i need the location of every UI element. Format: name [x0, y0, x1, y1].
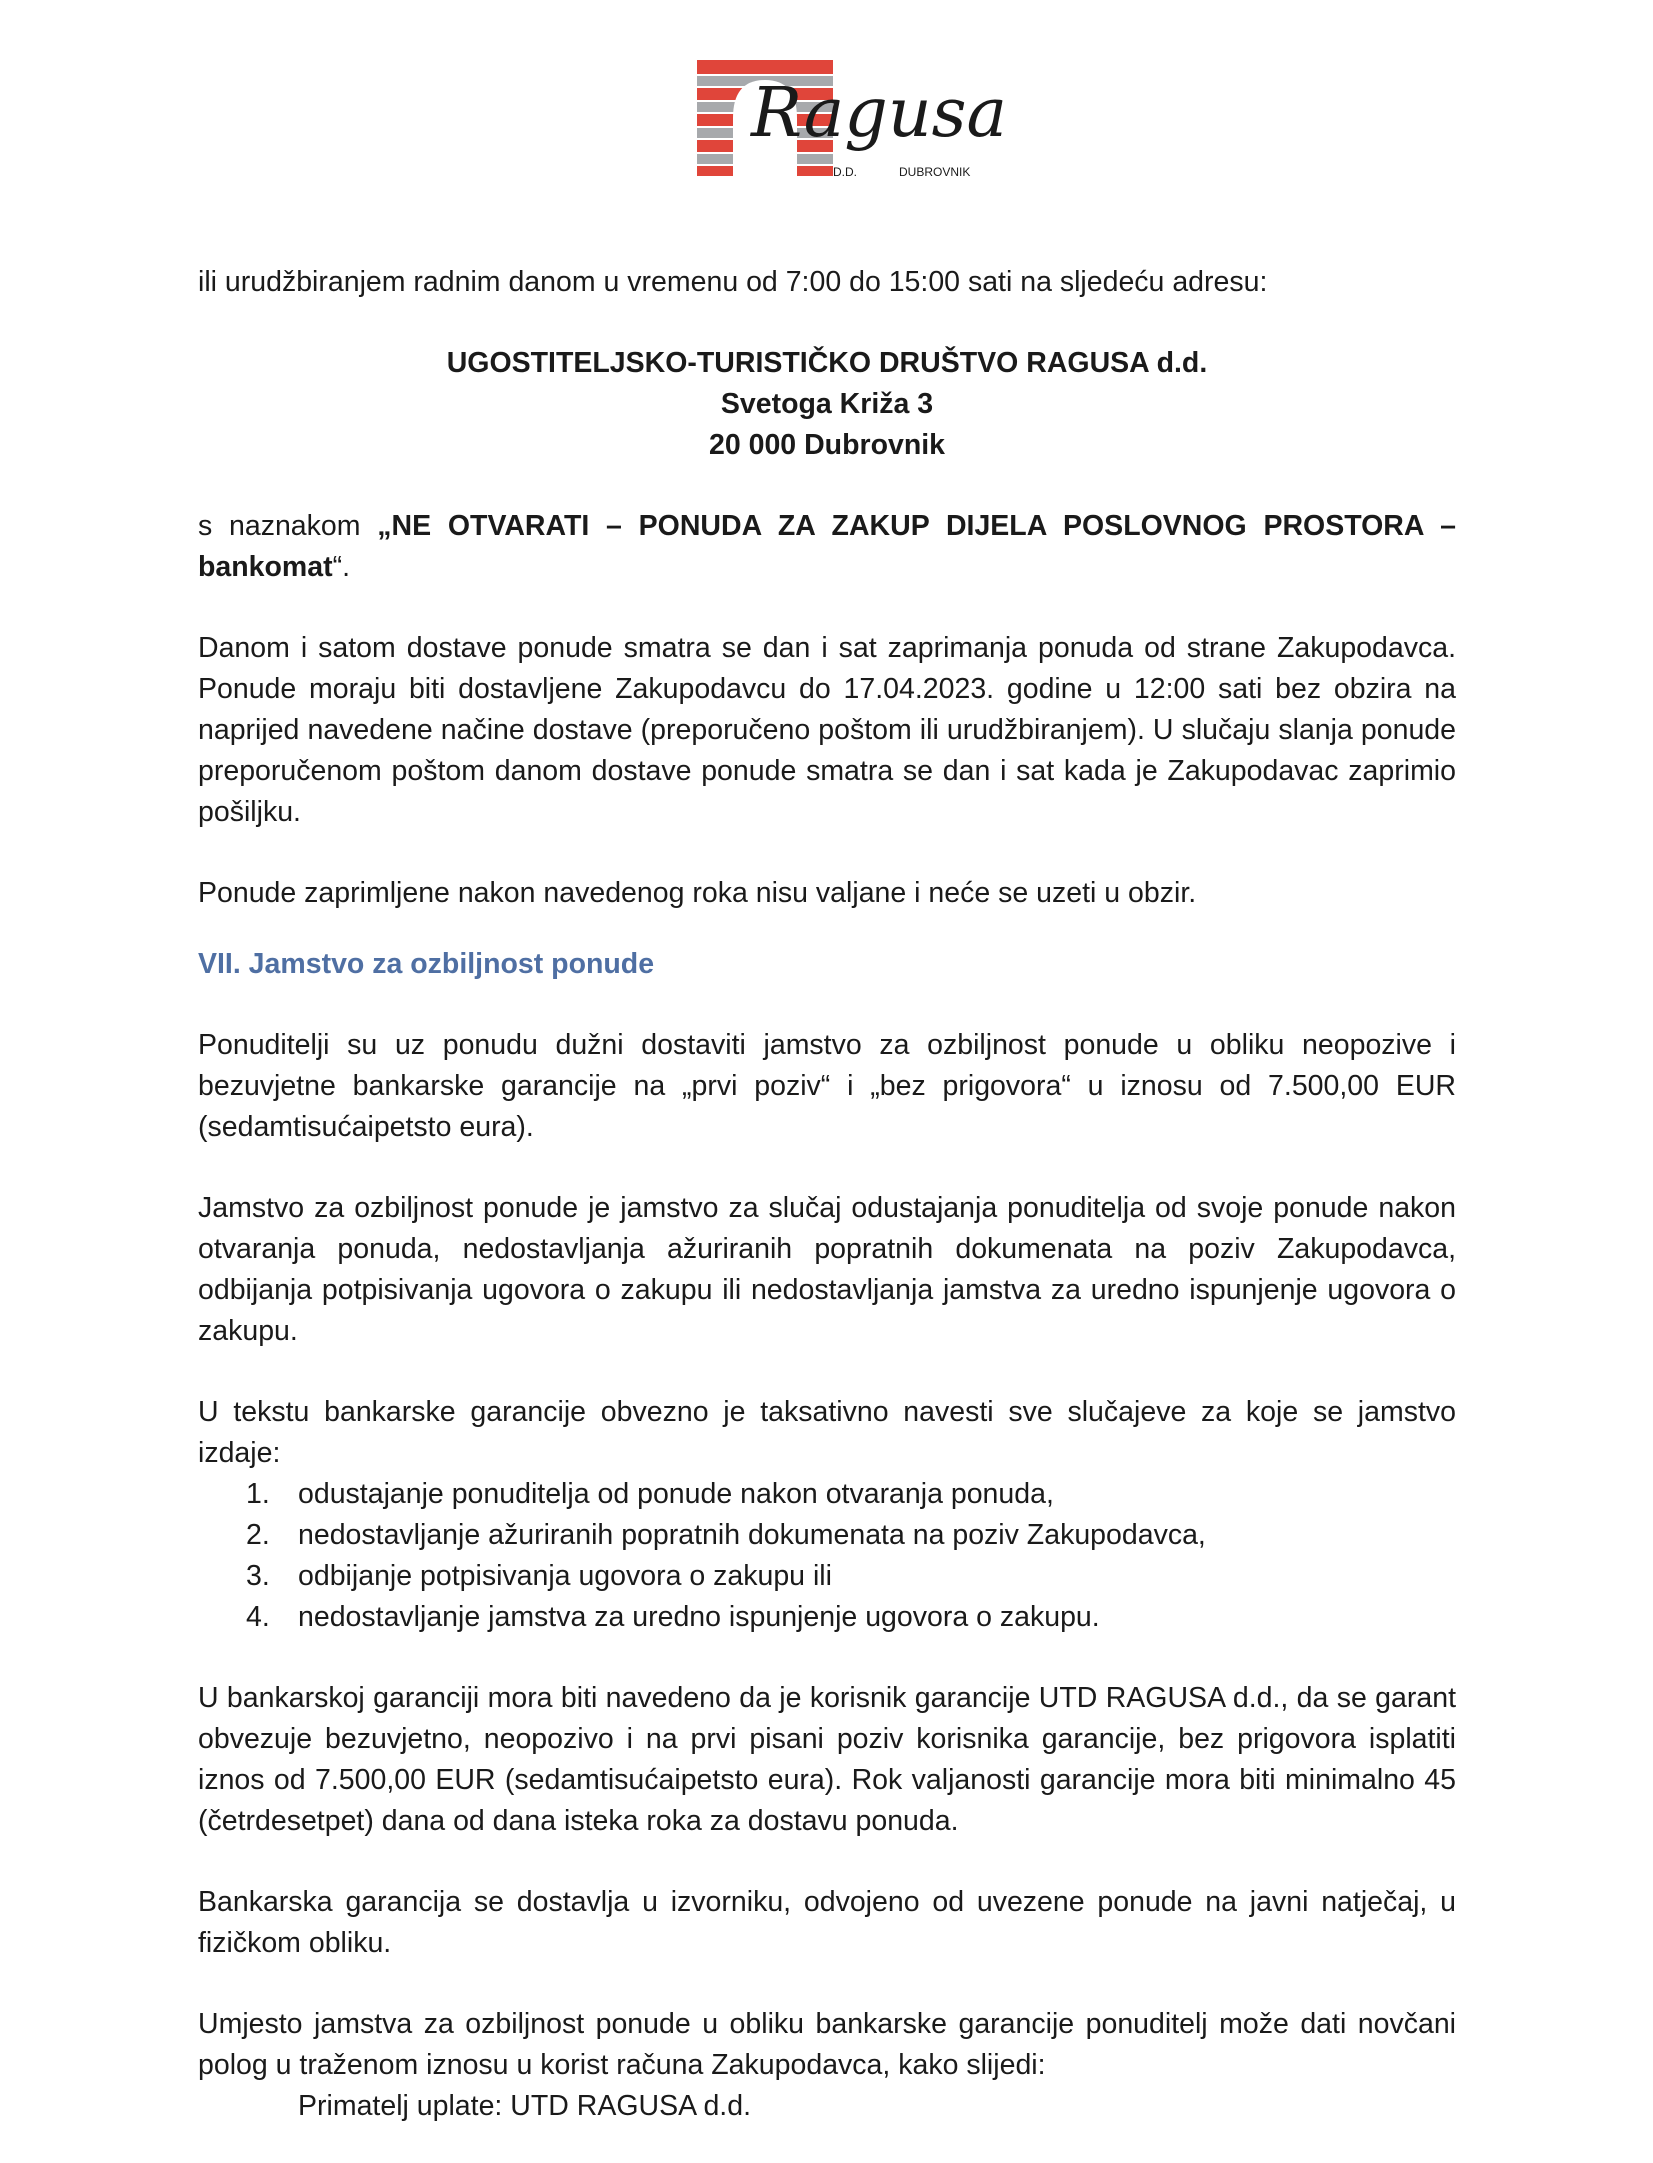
- list-item-text: odbijanje potpisivanja ugovora o zakupu ili: [298, 1560, 832, 1592]
- guarantee-paragraph-5: Bankarska garancija se dostavlja u izvorniku, odvojeno od uvezene ponude na javni natječaj, u fizičkom obliku.: [198, 1886, 1456, 1959]
- address-street: Svetoga Križa 3: [720, 388, 934, 420]
- ragusa-logo-graphic: [693, 58, 1013, 186]
- guarantee-paragraph-3: U tekstu bankarske garancije obvezno je taksativno navesti sve slučajeve za koje se jamstvo izdaje:: [198, 1396, 1456, 1469]
- guarantee-paragraph-1: Ponuditelji su uz ponudu dužni dostaviti jamstvo za ozbiljnost ponude u obliku neopozive i bezuvjetne bankarske garancije na „prvi poziv“ i „bez prigovora“ u iznosu od 7.500,00 EUR (sedamtisućaipetsto eura).: [198, 1029, 1456, 1143]
- late-paragraph: Ponude zaprimljene nakon navedenog roka nisu valjane i neće se uzeti u obzir.: [198, 877, 1197, 909]
- list-item-text: nedostavljanje ažuriranih popratnih dokumenata na poziv Zakupodavca,: [298, 1519, 1206, 1551]
- marking-suffix: “.: [332, 551, 351, 583]
- list-item-text: odustajanje ponuditelja od ponude nakon otvaranja ponuda,: [298, 1478, 1054, 1510]
- ragusa-logo: [693, 58, 1013, 186]
- logo-sub-dd: D.D.: [833, 165, 857, 179]
- guarantee-paragraph-6: Umjesto jamstva za ozbiljnost ponude u obliku bankarske garancije ponuditelj može dati novčani polog u traženom iznosu u korist računa Zakupodavca, kako slijedi:: [198, 2008, 1456, 2081]
- payment-recipient: Primatelj uplate: UTD RAGUSA d.d.: [298, 2090, 751, 2122]
- address-company: UGOSTITELJSKO-TURISTIČKO DRUŠTVO RAGUSA d.d.: [446, 347, 1208, 379]
- list-item-number: 1.: [246, 1478, 270, 1510]
- guarantee-paragraph-2: Jamstvo za ozbiljnost ponude je jamstvo za slučaj odustajanja ponuditelja od svoje ponude nakon otvaranja ponuda, nedostavljanja ažuriranih popratnih dokumenata na poziv Zakupodavca, odbijanja potpisivanja ugovora o zakupu ili nedostavljanja jamstva za uredno ispunjenje ugovora o zakupu.: [198, 1192, 1456, 1347]
- address-city: 20 000 Dubrovnik: [708, 429, 945, 461]
- list-item: [198, 1474, 1456, 1515]
- list-item: [198, 1556, 1456, 1597]
- intro-line: ili urudžbiranjem radnim danom u vremenu od 7:00 do 15:00 sati na sljedeću adresu:: [198, 266, 1268, 298]
- list-item-number: 2.: [246, 1519, 270, 1551]
- guarantee-paragraph-4: U bankarskoj garanciji mora biti navedeno da je korisnik garancije UTD RAGUSA d.d., da se garant obvezuje bezuvjetno, neopozivo i na prvi pisani poziv korisnika garancije, bez prigovora isplatiti iznos od 7.500,00 EUR (sedamtisućaipetsto eura). Rok valjanosti garancije mora biti minimalno 45 (četrdesetpet) dana od dana isteka roka za dostavu ponuda.: [198, 1682, 1456, 1837]
- logo-wordmark: Ragusa: [751, 74, 1008, 153]
- marking-prefix: s naznakom: [198, 510, 378, 542]
- address-block: [198, 343, 1456, 466]
- list-item: [198, 1597, 1456, 1638]
- marking-label: „NE OTVARATI – PONUDA ZA ZAKUP DIJELA POSLOVNOG PROSTORA – bankomat: [198, 510, 1456, 583]
- list-item-number: 3.: [246, 1560, 270, 1592]
- section-heading: VII. Jamstvo za ozbiljnost ponude: [198, 948, 655, 980]
- list-item: [198, 1515, 1456, 1556]
- list-item-text: nedostavljanje jamstva za uredno ispunjenje ugovora o zakupu.: [298, 1601, 1100, 1633]
- marking-paragraph: [198, 506, 1456, 588]
- cases-list: [198, 1474, 1456, 1638]
- list-item-number: 4.: [246, 1601, 270, 1633]
- delivery-paragraph: Danom i satom dostave ponude smatra se dan i sat zaprimanja ponuda od strane Zakupodavca. Ponude moraju biti dostavljene Zakupodavcu do 17.04.2023. godine u 12:00 sati bez obzira na naprijed navedene načine dostave (preporučeno poštom ili urudžbiranjem). U slučaju slanja ponude preporučenom poštom danom dostave ponude smatra se dan i sat kada je Zakupodavac zaprimio pošiljku.: [198, 632, 1456, 828]
- logo-sub-city: DUBROVNIK: [899, 165, 971, 179]
- document-body: [198, 262, 1456, 2127]
